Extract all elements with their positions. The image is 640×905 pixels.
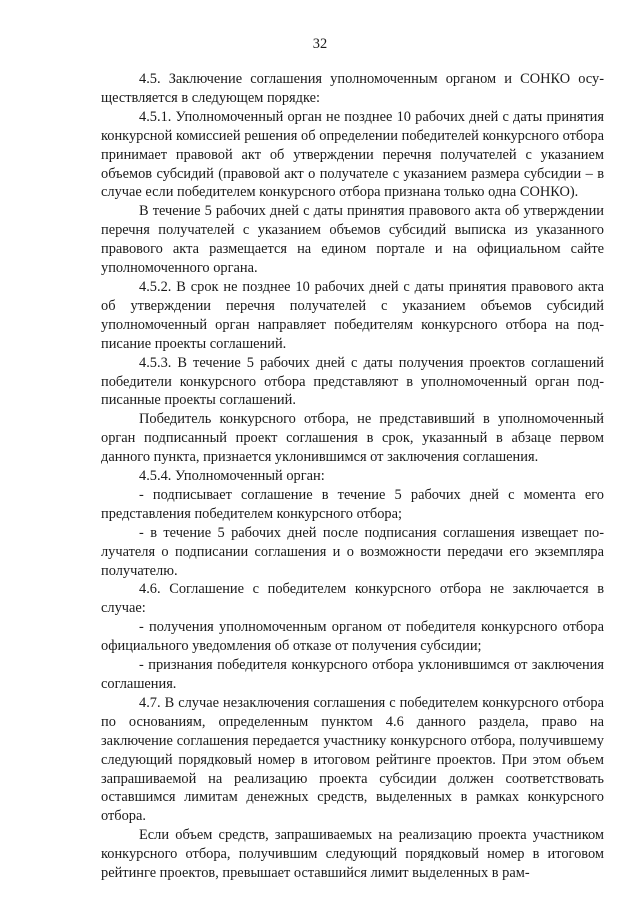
list-item-signs: - подписывает соглашение в течение 5 рабочих дней с момента его представления победителем конкурсного отбора; [101, 486, 604, 522]
document-body [101, 70, 604, 883]
paragraph-publication: В течение 5 рабочих дней с даты принятия правового акта об утверждении перечня получателей с указанием объемов субсидий выписка из указанного правового акта размещается на едином портале и на официальном сайте уполномоченного органа. [101, 203, 604, 277]
paragraph-4-5-1: 4.5.1. Уполномоченный орган не позднее 10 рабочих дней с даты принятия конкурсной комиссией решения об определении победителей конкурсного отбора принимает правовой акт об утверждении перечня получателей с указанием объемов субсидий (правовой акт о получателе с указанием размера субсидии – в случае если победителем конкурсного отбора признана только одна СОНКО). [101, 108, 604, 201]
paragraph-4-5: 4.5. Заключение соглашения уполномоченным органом и СОНКО осуществляется в следующем порядке: [101, 71, 604, 106]
paragraph-4-5-4: 4.5.4. Уполномоченный орган: [139, 468, 325, 485]
paragraph-4-6: 4.6. Соглашение с победителем конкурсного отбора не заключается в случае: [101, 581, 604, 617]
paragraph-evasion: Победитель конкурсного отбора, не представивший в уполномоченный орган подписанный проект соглашения в срок, указанный в абзаце первом данного пункта, признается уклонившимся от заключения соглашения. [101, 411, 604, 466]
paragraph-4-7: 4.7. В случае незаключения соглашения с победителем конкурсного отбора по основаниям, определенным пунктом 4.6 данного раздела, право на заключение соглашения передается участнику конкурсного отбора, получившему следующий порядковый номер в итоговом рейтинге проектов. При этом объем запрашиваемой на реализацию проекта субсидии должен соответствовать оставшимся лимитам денежных средств, выделенных в рамках конкурсного отбора. [101, 694, 604, 825]
list-item-evasion: - признания победителя конкурсного отбора уклонившимся от заключения соглашения. [101, 657, 604, 692]
paragraph-4-5-3: 4.5.3. В течение 5 рабочих дней с даты получения проектов соглашений победители конкурсного отбора представляют в уполномоченный орган подписанные проекты соглашений. [101, 354, 604, 409]
page-number: 32 [312, 36, 328, 52]
list-item-notifies: - в течение 5 рабочих дней после подписания соглашения извещает получателя о подписании соглашения и о возможности передачи его экземпляра получателю. [101, 524, 604, 579]
paragraph-4-5-2: 4.5.2. В срок не позднее 10 рабочих дней с даты принятия правового акта об утверждении перечня получателей с указанием объемов субсидий уполномоченный орган направляет победителям конкурсного отбора на подписание проекты соглашений. [101, 278, 604, 352]
paragraph-funds-exceed: Если объем средств, запрашиваемых на реализацию проекта участником конкурсного отбора, получившим следующий порядковый номер в итоговом рейтинге проектов, превышает оставшийся лимит выделенных в рам- [101, 827, 604, 882]
list-item-refusal: - получения уполномоченным органом от победителя конкурсного отбора официального уведомления об отказе от получения субсидии; [101, 619, 604, 655]
